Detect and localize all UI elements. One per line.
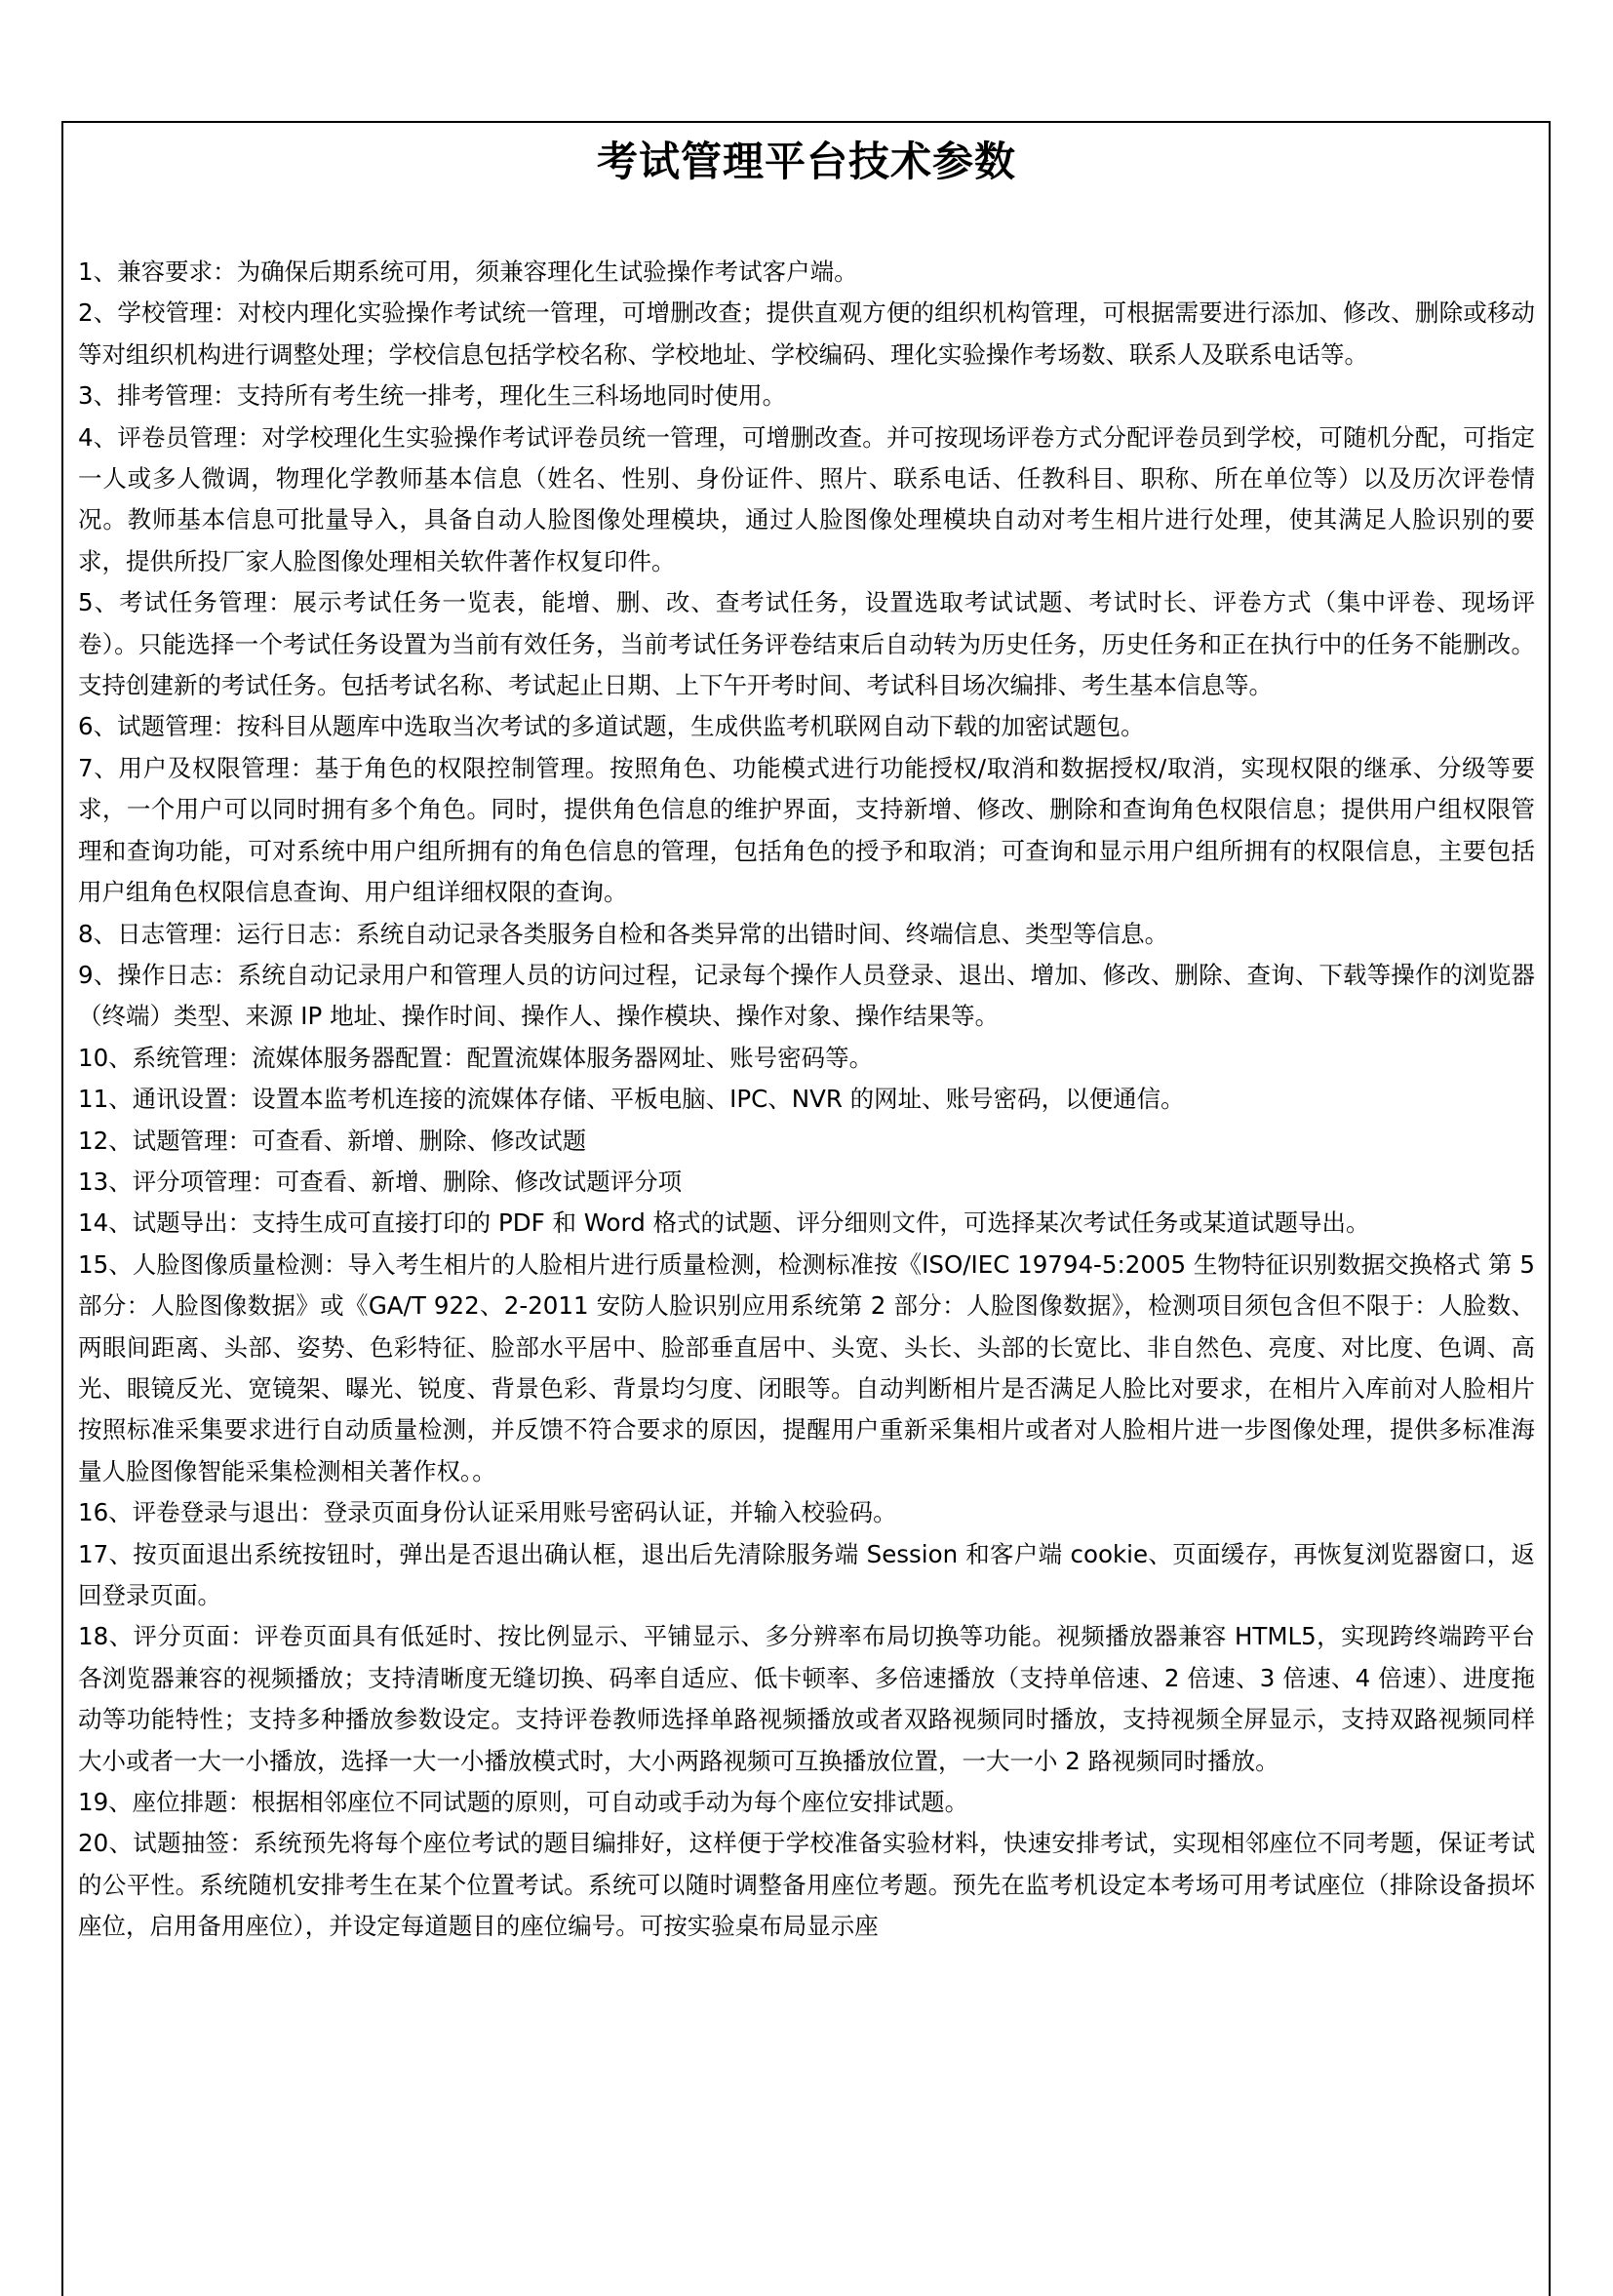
clause-11-communication-settings: 11、通讯设置：设置本监考机连接的流媒体存储、平板电脑、IPC、NVR 的网址、账号密码，以便通信。 bbox=[78, 1085, 1185, 1114]
clause-15-face-image-quality: 15、人脸图像质量检测：导入考生相片的人脸相片进行质量检测，检测标准按《ISO/IEC 19794-5:2005 生物特征识别数据交换格式 第 5 部分：人脸图像数据》或《GA/T 922、2-2011 安防人脸识别应用系统第 2 部分：人脸图像数据》，检测项目须包含但不限于：人脸数、两眼间距离、头部、姿势、色彩特征、脸部水平居中、脸部垂直居中、头宽、头长、头部的长宽比、非自然色、亮度、对比度、色调、高光、眼镜反光、宽镜架、曝光、锐度、背景色彩、背景均匀度、闭眼等。自动判断相片是否满足人脸比对要求，在相片入库前对人脸相片按照标准采集要求进行自动质量检测，并反馈不符合要求的原因，提醒用户重新采集相片或者对人脸相片进一步图像处理，提供多标准海量人脸图像智能采集检测相关著作权。。 bbox=[78, 1249, 1535, 1485]
clause-9-operation-log: 9、操作日志：系统自动记录用户和管理人员的访问过程，记录每个操作人员登录、退出、增加、修改、删除、查询、下载等操作的浏览器（终端）类型、来源 IP 地址、操作时间、操作人、操作模块、操作对象、操作结果等。 bbox=[78, 960, 1535, 1031]
clause-2-school-management: 2、学校管理：对校内理化实验操作考试统一管理，可增删改查；提供直观方便的组织机构管理，可根据需要进行添加、修改、删除或移动等对组织机构进行调整处理；学校信息包括学校名称、学校地址、学校编码、理化实验操作考场数、联系人及联系电话等。 bbox=[78, 298, 1535, 369]
clause-17-exit-button: 17、按页面退出系统按钮时，弹出是否退出确认框，退出后先清除服务端 Session 和客户端 cookie、页面缓存，再恢复浏览器窗口，返回登录页面。 bbox=[78, 1539, 1535, 1609]
clause-3-exam-scheduling: 3、排考管理：支持所有考生统一排考，理化生三科场地同时使用。 bbox=[78, 381, 787, 411]
clause-8-log-management: 8、日志管理：运行日志：系统自动记录各类服务自检和各类异常的出错时间、终端信息、类型等信息。 bbox=[78, 919, 1169, 948]
clause-7-user-permission-management: 7、用户及权限管理：基于角色的权限控制管理。按照角色、功能模式进行功能授权/取消和数据授权/取消，实现权限的继承、分级等要求，一个用户可以同时拥有多个角色。同时，提供角色信息的维护界面，支持新增、修改、删除和查询角色权限信息；提供用户组权限管理和查询功能，可对系统中用户组所拥有的角色信息的管理，包括角色的授予和取消；可查询和显示用户组所拥有的权限信息，主要包括用户组角色权限信息查询、用户组详细权限的查询。 bbox=[78, 753, 1535, 907]
clause-1-compatibility: 1、兼容要求：为确保后期系统可用，须兼容理化生试验操作考试客户端。 bbox=[78, 257, 858, 286]
clause-14-question-export: 14、试题导出：支持生成可直接打印的 PDF 和 Word 格式的试题、评分细则文件，可选择某次考试任务或某道试题导出。 bbox=[78, 1208, 1370, 1238]
clause-6-question-management: 6、试题管理：按科目从题库中选取当次考试的多道试题，生成供监考机联网自动下载的加密试题包。 bbox=[78, 712, 1145, 741]
document-body bbox=[78, 252, 1535, 1948]
clause-19-seat-question-assignment: 19、座位排题：根据相邻座位不同试题的原则，可自动或手动为每个座位安排试题。 bbox=[78, 1788, 969, 1817]
clause-4-grader-management: 4、评卷员管理：对学校理化生实验操作考试评卷员统一管理，可增删改查。并可按现场评卷方式分配评卷员到学校，可随机分配，可指定一人或多人微调，物理化学教师基本信息（姓名、性别、身份证件、照片、联系电话、任教科目、职称、所在单位等）以及历次评卷情况。教师基本信息可批量导入，具备自动人脸图像处理模块，通过人脸图像处理模块自动对考生相片进行处理，使其满足人脸识别的要求，提供所投厂家人脸图像处理相关软件著作权复印件。 bbox=[78, 422, 1535, 575]
clause-16-login-logout: 16、评卷登录与退出：登录页面身份认证采用账号密码认证，并输入校验码。 bbox=[78, 1498, 897, 1527]
clause-18-scoring-page: 18、评分页面：评卷页面具有低延时、按比例显示、平铺显示、多分辨率布局切换等功能。视频播放器兼容 HTML5，实现跨终端跨平台各浏览器兼容的视频播放；支持清晰度无缝切换、码率自适应、低卡顿率、多倍速播放（支持单倍速、2 倍速、3 倍速、4 倍速）、进度拖动等功能特性；支持多种播放参数设定。支持评卷教师选择单路视频播放或者双路视频同时播放，支持视频全屏显示，支持双路视频同样大小或者一大一小播放，选择一大一小播放模式时，大小两路视频可互换播放位置，一大一小 2 路视频同时播放。 bbox=[78, 1622, 1535, 1775]
clause-10-system-management: 10、系统管理：流媒体服务器配置：配置流媒体服务器网址、账号密码等。 bbox=[78, 1043, 874, 1072]
clause-5-exam-task-management: 5、考试任务管理：展示考试任务一览表，能增、删、改、查考试任务，设置选取考试试题、考试时长、评卷方式（集中评卷、现场评卷）。只能选择一个考试任务设置为当前有效任务，当前考试任务评卷结束后自动转为历史任务，历史任务和正在执行中的任务不能删改。支持创建新的考试任务。包括考试名称、考试起止日期、上下午开考时间、考试科目场次编排、考生基本信息等。 bbox=[78, 588, 1535, 700]
clause-13-scoring-item-management: 13、评分项管理：可查看、新增、删除、修改试题评分项 bbox=[78, 1167, 683, 1196]
clause-12-question-management: 12、试题管理：可查看、新增、删除、修改试题 bbox=[78, 1126, 587, 1155]
clause-20-question-draw: 20、试题抽签：系统预先将每个座位考试的题目编排好，这样便于学校准备实验材料，快速安排考试，实现相邻座位不同考题，保证考试的公平性。系统随机安排考生在某个位置考试。系统可以随时调整备用座位考题。预先在监考机设定本考场可用考试座位（排除设备损坏座位，启用备用座位），并设定每道题目的座位编号。可按实验桌布局显示座 bbox=[78, 1829, 1535, 1941]
document-title: 考试管理平台技术参数 bbox=[596, 138, 1016, 185]
